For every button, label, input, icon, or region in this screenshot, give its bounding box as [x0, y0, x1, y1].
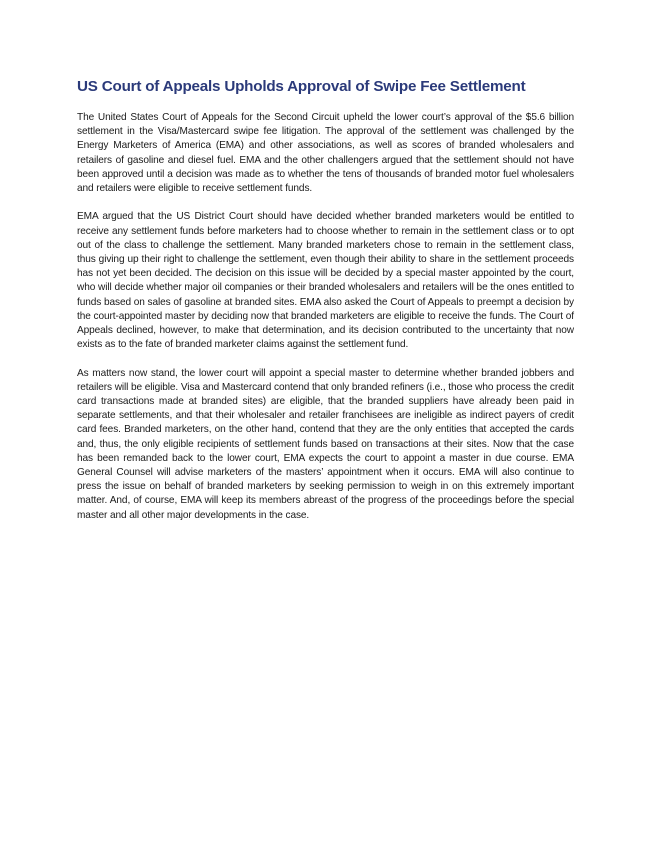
paragraph-1: The United States Court of Appeals for the Second Circuit upheld the lower court’s approval of the $5.6 billion settlement in the Visa/Mastercard swipe fee litigation. The approval of the settlement was challenged by the Energy Marketers of America (EMA) and other associations, as well as scores of branded wholesalers and retailers of gasoline and diesel fuel. EMA and the other challengers argued that the settlement should not have been approved until a decision was made as to whether the tens of thousands of branded motor fuel wholesalers and retailers were eligible to receive settlement funds.: [77, 112, 574, 195]
document-page: [77, 77, 574, 537]
paragraph-2: EMA argued that the US District Court should have decided whether branded marketers would be entitled to receive any settlement funds before marketers had to choose whether to remain in the settlement class or to opt out of the class to challenge the settlement. Many branded marketers chose to remain in the settlement class, thus giving up their right to challenge the settlement, even though their ability to share in the settlement proceeds has not yet been decided. The decision on this issue will be decided by a special master appointed by the court, who will decide whether major oil companies or their branded wholesalers and retailers will be the ones entitled to funds based on sales of gasoline at branded sites. EMA also asked the Court of Appeals to preempt a decision by the court-appointed master by deciding now that branded marketers are eligible to receive the funds. The Court of Appeals declined, however, to make that determination, and its decision contributed to the uncertainty that now exists as to the fate of branded marketer claims against the settlement fund.: [77, 211, 574, 351]
paragraph-3: As matters now stand, the lower court will appoint a special master to determine whether branded jobbers and retailers will be eligible. Visa and Mastercard contend that only branded refiners (i.e., those who process the credit card transactions made at branded sites) are eligible, that the branded suppliers have already been paid in separate settlements, and that their wholesaler and retailer franchisees are ineligible as indirect payers of credit card fees. Branded marketers, on the other hand, contend that they are the only entities that accepted the cards and, thus, the only eligible recipients of settlement funds based on transactions at their sites. Now that the case has been remanded back to the lower court, EMA expects the court to appoint a master in due course. EMA General Counsel will advise marketers of the masters’ appointment when it occurs. EMA will also continue to press the issue on behalf of branded marketers by seeking permission to weigh in on this extremely important matter. And, of course, EMA will keep its members abreast of the progress of the proceedings before the special master and all other major developments in the case.: [77, 367, 574, 521]
article-title: US Court of Appeals Upholds Approval of Swipe Fee Settlement: [77, 78, 526, 95]
